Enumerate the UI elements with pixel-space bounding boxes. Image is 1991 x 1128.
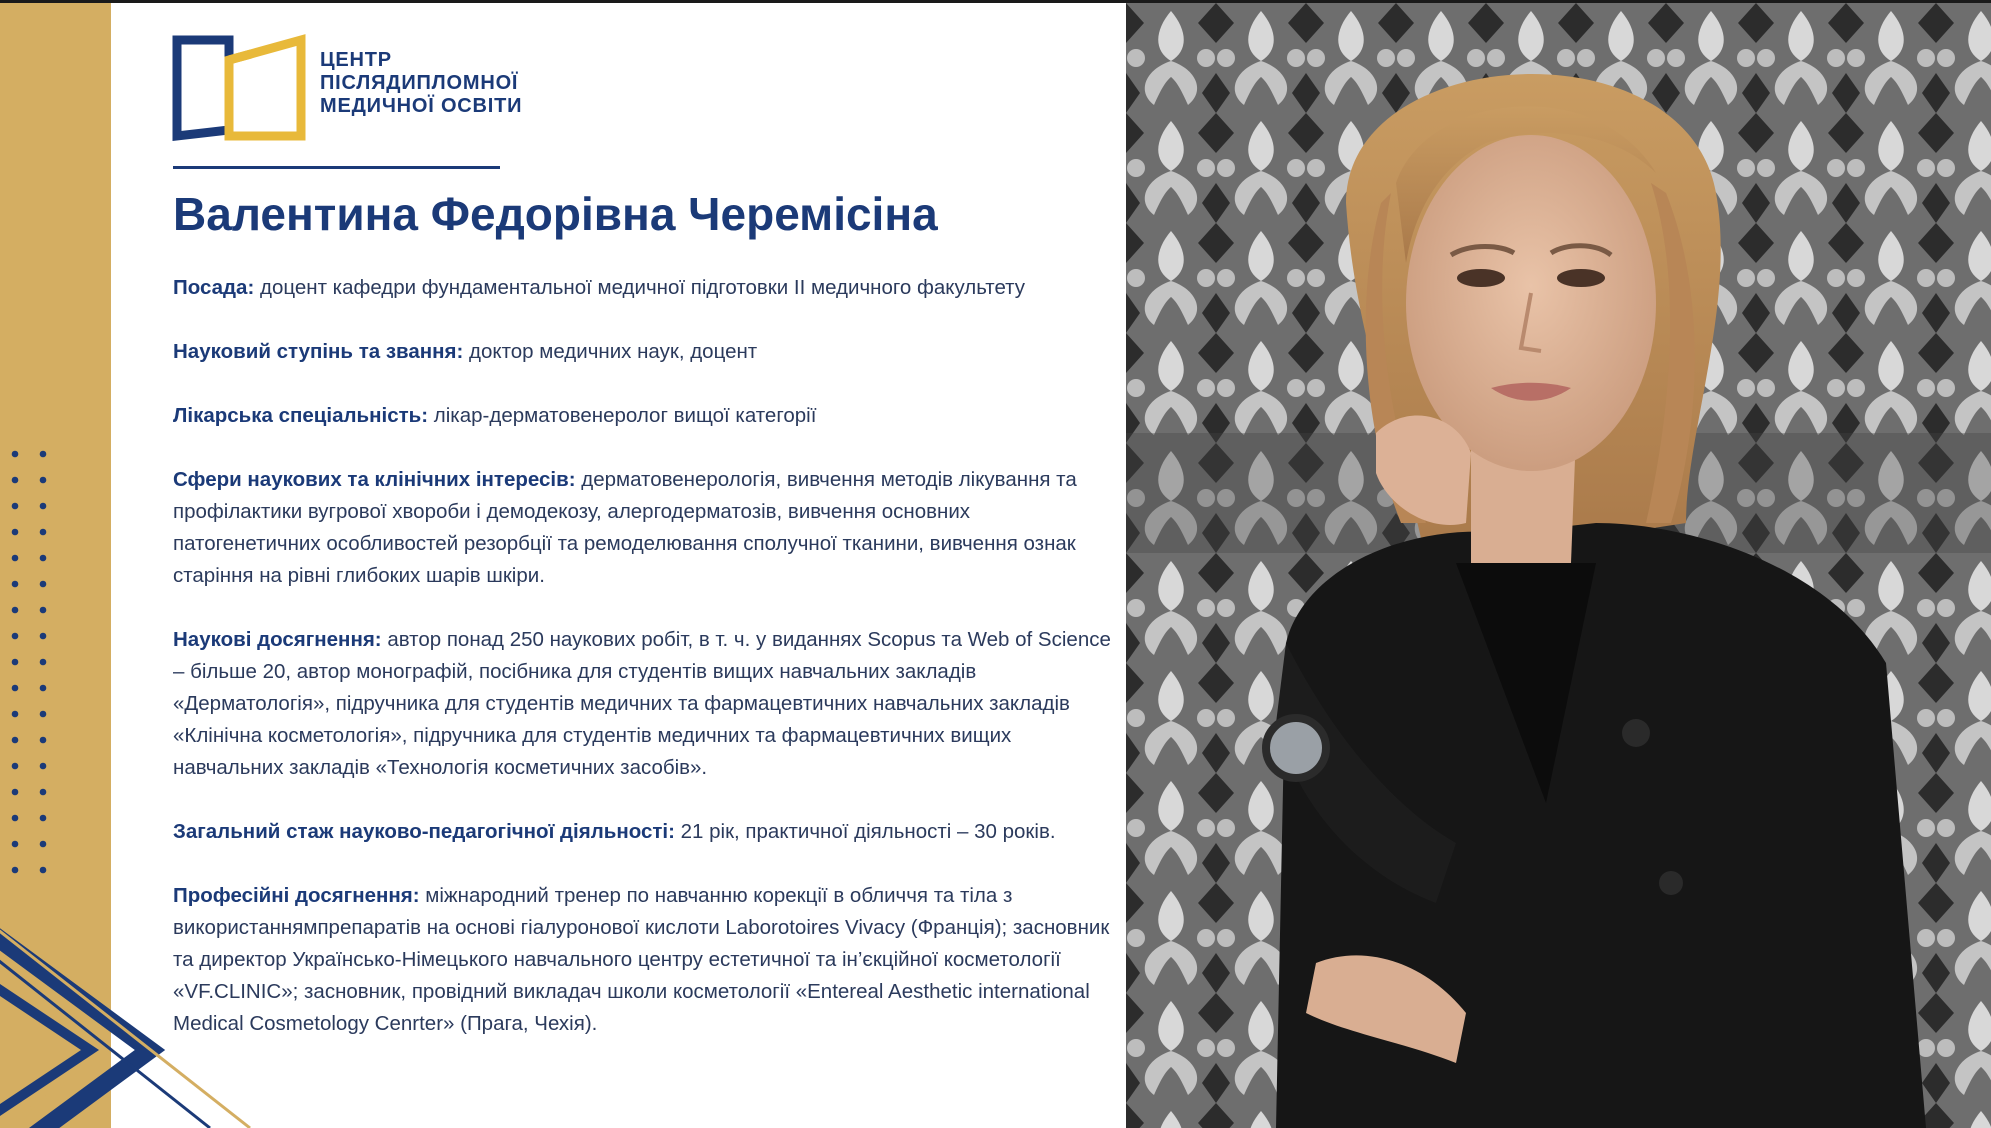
portrait-photo-icon <box>1126 3 1991 1128</box>
field-degree <box>173 336 1123 368</box>
field-interests <box>173 464 1123 592</box>
field-label: Наукові досягнення: <box>173 628 382 651</box>
field-value: міжнародний тренер по навчанню корекції в обличчя та тіла з використаннямпрепаратів на основі гіалуронової кислоти Laborotoires Vivacy (Франція); засновник та директор Українсько-Німецького навчального центру естетичної та ін’єкційної косметології «VF.CLINIC»; засновник, провідний викладач школи косметології «Entereal Aesthetic international Medical Cosmetology Cenrter» (Прага, Чехія). <box>173 884 1110 1035</box>
field-value: доктор медичних наук, доцент <box>463 340 758 363</box>
logo-line: МЕДИЧНОЇ ОСВІТИ <box>320 95 523 117</box>
field-label: Науковий ступінь та звання: <box>173 340 464 363</box>
field-scientific-achievements <box>173 624 1123 784</box>
field-value: 21 рік, практичної діяльності – 30 років. <box>674 820 1056 843</box>
field-value: лікар-дерматовенеролог вищої категорії <box>428 404 817 427</box>
field-label: Посада: <box>173 276 255 299</box>
field-experience <box>173 816 1123 848</box>
field-value: дерматовенерологія, вивчення методів лікування та профілактики вугрової хвороби і демодекозу, алергодерматозів, вивчення основних патогенетичних особливостей резорбції та ремоделювання сполучної тканини, вивчення ознак старіння на рівні глибоких шарів шкіри. <box>173 468 1077 587</box>
decorative-dot-grid <box>0 440 111 900</box>
logo-book-icon <box>171 32 307 144</box>
field-position <box>173 272 1123 304</box>
field-label: Загальний стаж науково-педагогічної діяльності: <box>173 820 675 843</box>
profile-details <box>173 272 1123 1072</box>
field-professional-achievements <box>173 880 1123 1040</box>
logo-line: ПІСЛЯДИПЛОМНОЇ <box>320 72 519 94</box>
field-label: Сфери наукових та клінічних інтересів: <box>173 468 576 491</box>
field-specialty <box>173 400 1123 432</box>
person-name: Валентина Федорівна Черемісіна <box>173 188 938 240</box>
title-divider <box>173 166 500 169</box>
field-label: Професійні досягнення: <box>173 884 420 907</box>
logo-line: ЦЕНТР <box>320 49 392 71</box>
field-value: автор понад 250 наукових робіт, в т. ч. у виданнях Scopus та Web of Science – більше 20, автор монографій, посібника для студентів вищих навчальних закладів «Дерматологія», підручника для студентів медичних та фармацевтичних навчальних закладів «Клінічна косметологія», підручника для студентів медичних та фармацевтичних вищих навчальних закладів «Технологія косметичних засобів». <box>173 628 1111 779</box>
logo-text <box>320 49 522 118</box>
field-label: Лікарська спеціальність: <box>173 404 429 427</box>
field-value: доцент кафедри фундаментальної медичної підготовки ІІ медичного факультету <box>254 276 1026 299</box>
portrait-photo <box>1126 3 1991 1128</box>
